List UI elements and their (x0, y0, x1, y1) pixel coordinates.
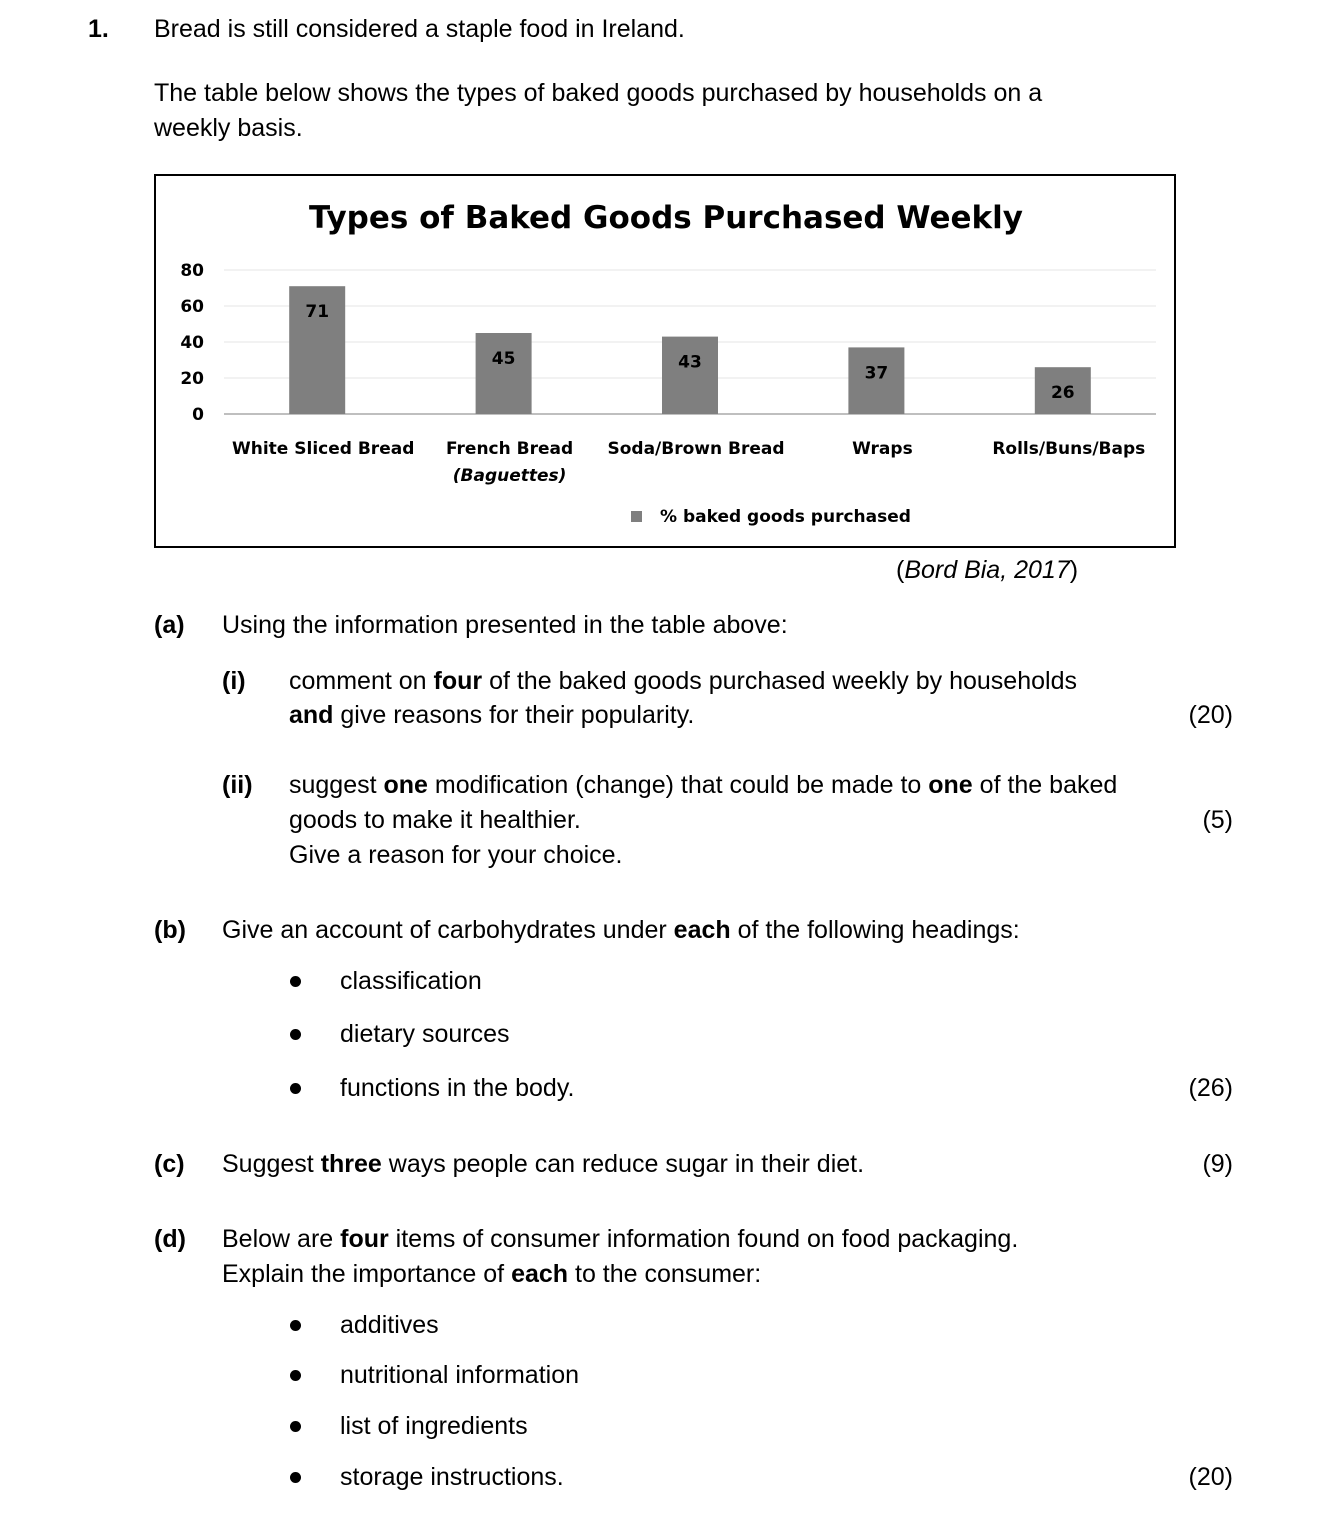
part-c-post: ways people can reduce sugar in their diet. (381, 1150, 865, 1178)
bullet-icon (290, 1029, 301, 1040)
part-b-post: of the following headings: (730, 916, 1020, 944)
part-a-ii-line2: goods to make it healthier. (289, 806, 581, 834)
x-tick-sublabel: (Baguettes) (452, 466, 567, 486)
part-d-bullet-1: additives (340, 1311, 439, 1339)
part-c-bold: three (320, 1150, 382, 1178)
bullet-icon (290, 1083, 301, 1094)
part-b-label: (b) (154, 916, 186, 944)
part-a-ii-line1 (289, 768, 1117, 803)
part-a-label: (a) (154, 611, 185, 639)
x-tick-label: White Sliced Bread (232, 439, 415, 459)
bullet-icon (290, 1370, 301, 1381)
part-a-ii-l1-bold2: one (928, 771, 973, 799)
bars (289, 286, 1091, 414)
part-a-ii-l1-pre: suggest (289, 771, 384, 799)
bar (662, 337, 718, 414)
part-a-ii-l1-bold1: one (383, 771, 428, 799)
source-open-paren: ( (896, 556, 905, 584)
part-d-l1-pre: Below are (222, 1225, 341, 1253)
x-tick-label: French Bread (446, 439, 574, 459)
part-c-marks: (9) (1202, 1150, 1233, 1178)
part-a-i-line1 (289, 664, 1077, 699)
question-intro: Bread is still considered a staple food in Ireland. (154, 15, 685, 43)
part-c-pre: Suggest (222, 1150, 321, 1178)
part-a-text: Using the information presented in the table above: (222, 611, 788, 639)
part-d-l2-bold: each (511, 1260, 569, 1288)
part-c-label: (c) (154, 1150, 185, 1178)
part-d-line1 (222, 1222, 1018, 1257)
data-label: 26 (1050, 383, 1075, 404)
part-b-pre: Give an account of carbohydrates under (222, 916, 674, 944)
part-a-i-label: (i) (222, 667, 246, 695)
data-label: 37 (864, 363, 889, 384)
bar (476, 333, 532, 414)
part-a-ii-l1-mid: modification (change) that could be made to (427, 771, 929, 799)
part-a-i-marks: (20) (1188, 701, 1233, 729)
y-axis-ticks (180, 261, 204, 425)
part-b-marks: (26) (1188, 1074, 1233, 1102)
question-intro-line2: weekly basis. (154, 114, 303, 142)
part-b-bullet-2: dietary sources (340, 1020, 510, 1048)
y-tick-label: 20 (180, 369, 204, 389)
chart-title: Types of Baked Goods Purchased Weekly (308, 200, 1024, 236)
source-text: Bord Bia, 2017 (904, 556, 1070, 584)
part-a-ii-label: (ii) (222, 771, 253, 799)
source-citation (896, 553, 1078, 588)
y-tick-label: 60 (180, 297, 204, 317)
data-label: 43 (678, 352, 702, 373)
legend-label: % baked goods purchased (660, 507, 911, 527)
part-a-i-l2-post: give reasons for their popularity. (333, 701, 695, 729)
part-d-label: (d) (154, 1225, 186, 1253)
part-d-bullet-4: storage instructions. (340, 1463, 564, 1491)
x-tick-label: Rolls/Buns/Baps (992, 439, 1146, 459)
question-intro-line1: The table below shows the types of baked goods purchased by households on a (154, 79, 1043, 107)
part-c-text (222, 1147, 864, 1182)
data-label: 45 (491, 349, 516, 369)
x-tick-label: Soda/Brown Bread (607, 439, 785, 459)
part-d-line2 (222, 1257, 761, 1292)
part-b-bold: each (673, 916, 731, 944)
part-b-bullet-1: classification (340, 967, 482, 995)
part-d-l1-post: items of consumer information found on food packaging. (388, 1225, 1019, 1253)
x-tick-label: Wraps (852, 439, 913, 459)
legend (631, 507, 911, 527)
data-label: 71 (305, 302, 330, 323)
bar-chart (156, 176, 1174, 546)
x-axis-labels (232, 439, 1145, 486)
part-b-text (222, 913, 1020, 948)
source-close-paren: ) (1069, 556, 1079, 584)
part-d-marks: (20) (1188, 1463, 1233, 1491)
part-b-bullet-3: functions in the body. (340, 1074, 575, 1102)
part-a-ii-line3: Give a reason for your choice. (289, 841, 623, 869)
bullet-icon (290, 1421, 301, 1432)
bullet-icon (290, 1472, 301, 1483)
part-a-i-l2-bold: and (289, 701, 334, 729)
part-a-ii-l1-post: of the baked (972, 771, 1118, 799)
part-a-i-line2 (289, 698, 694, 733)
y-tick-label: 40 (180, 333, 204, 353)
part-d-l1-bold: four (340, 1225, 389, 1253)
bullet-icon (290, 976, 301, 987)
y-tick-label: 80 (180, 261, 204, 281)
chart-frame (154, 174, 1176, 548)
part-d-l2-post: to the consumer: (568, 1260, 762, 1288)
part-a-i-l1-bold: four (433, 667, 483, 695)
part-a-i-l1-post: of the baked goods purchased weekly by households (482, 667, 1077, 695)
part-d-bullet-2: nutritional information (340, 1361, 580, 1389)
part-a-i-l1-pre: comment on (289, 667, 434, 695)
question-number: 1. (88, 15, 109, 43)
part-a-ii-marks: (5) (1202, 806, 1233, 834)
part-d-bullet-3: list of ingredients (340, 1412, 528, 1440)
y-tick-label: 0 (192, 405, 204, 425)
legend-swatch (631, 511, 642, 522)
part-d-l2-pre: Explain the importance of (222, 1260, 512, 1288)
bullet-icon (290, 1320, 301, 1331)
